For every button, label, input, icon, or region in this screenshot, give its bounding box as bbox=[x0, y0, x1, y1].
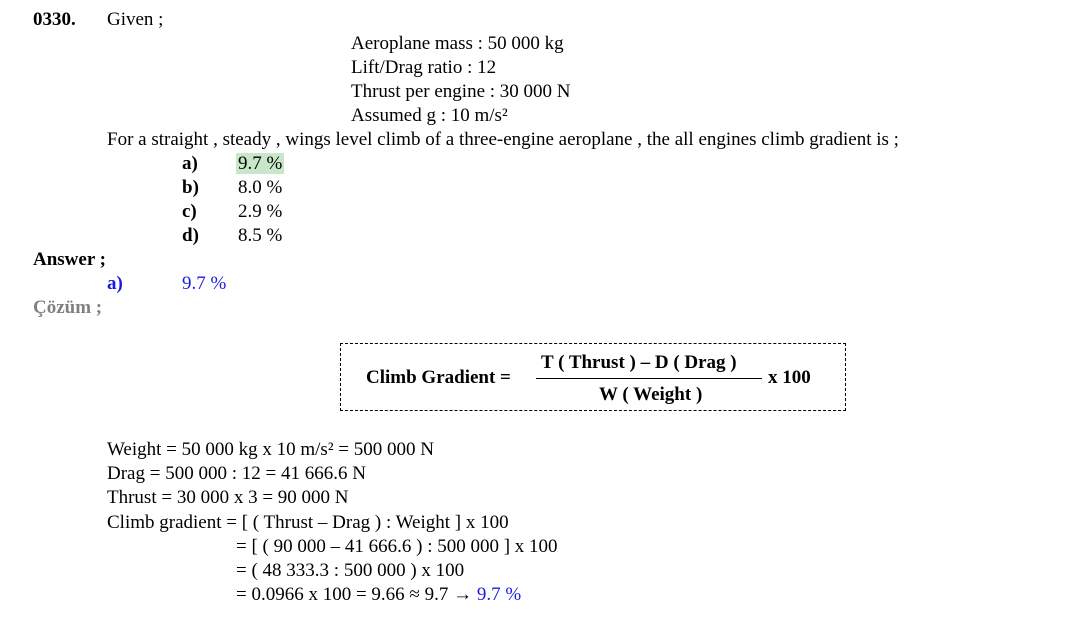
step-result bbox=[236, 584, 521, 606]
step-climb-gradient: Climb gradient = [ ( Thrust – Drag ) : Weight ] x 100 bbox=[107, 512, 509, 533]
option-d-value: 8.5 % bbox=[238, 225, 283, 246]
formula-numerator: T ( Thrust ) – D ( Drag ) bbox=[541, 352, 737, 373]
solution-label: Çözüm ; bbox=[33, 297, 103, 318]
option-a-highlight: 9.7 % bbox=[238, 153, 283, 174]
formula-lhs: Climb Gradient = bbox=[366, 367, 511, 388]
given-lift-drag: Lift/Drag ratio : 12 bbox=[351, 57, 497, 78]
given-gravity: Assumed g : 10 m/s² bbox=[351, 105, 508, 126]
step-thrust: Thrust = 30 000 x 3 = 90 000 N bbox=[107, 487, 349, 508]
answer-value: 9.7 % bbox=[182, 273, 227, 294]
step-result-text: = 0.0966 x 100 = 9.66 ≈ 9.7 → bbox=[236, 584, 473, 605]
option-b-letter: b) bbox=[182, 177, 199, 198]
given-mass: Aeroplane mass : 50 000 kg bbox=[351, 33, 564, 54]
step-substitution: = [ ( 90 000 – 41 666.6 ) : 500 000 ] x 100 bbox=[236, 536, 558, 557]
question-text: For a straight , steady , wings level climb of a three-engine aeroplane , the all engines climb gradient is ; bbox=[107, 129, 899, 150]
given-thrust: Thrust per engine : 30 000 N bbox=[351, 81, 571, 102]
option-a-value bbox=[236, 153, 284, 175]
option-c-value: 2.9 % bbox=[238, 201, 283, 222]
formula-multiplier: x 100 bbox=[768, 367, 811, 388]
answer-label: Answer ; bbox=[33, 249, 107, 270]
step-weight: Weight = 50 000 kg x 10 m/s² = 500 000 N bbox=[107, 439, 434, 460]
question-number: 0330. bbox=[33, 9, 76, 30]
fraction-bar bbox=[536, 378, 762, 379]
option-b-value: 8.0 % bbox=[238, 177, 283, 198]
option-c-letter: c) bbox=[182, 201, 197, 222]
step-drag: Drag = 500 000 : 12 = 41 666.6 N bbox=[107, 463, 366, 484]
option-d-letter: d) bbox=[182, 225, 199, 246]
given-label: Given ; bbox=[107, 9, 164, 30]
answer-letter: a) bbox=[107, 273, 123, 294]
final-result: 9.7 % bbox=[476, 584, 522, 605]
formula-denominator: W ( Weight ) bbox=[599, 384, 703, 405]
step-division: = ( 48 333.3 : 500 000 ) x 100 bbox=[236, 560, 465, 581]
option-a-letter: a) bbox=[182, 153, 198, 174]
